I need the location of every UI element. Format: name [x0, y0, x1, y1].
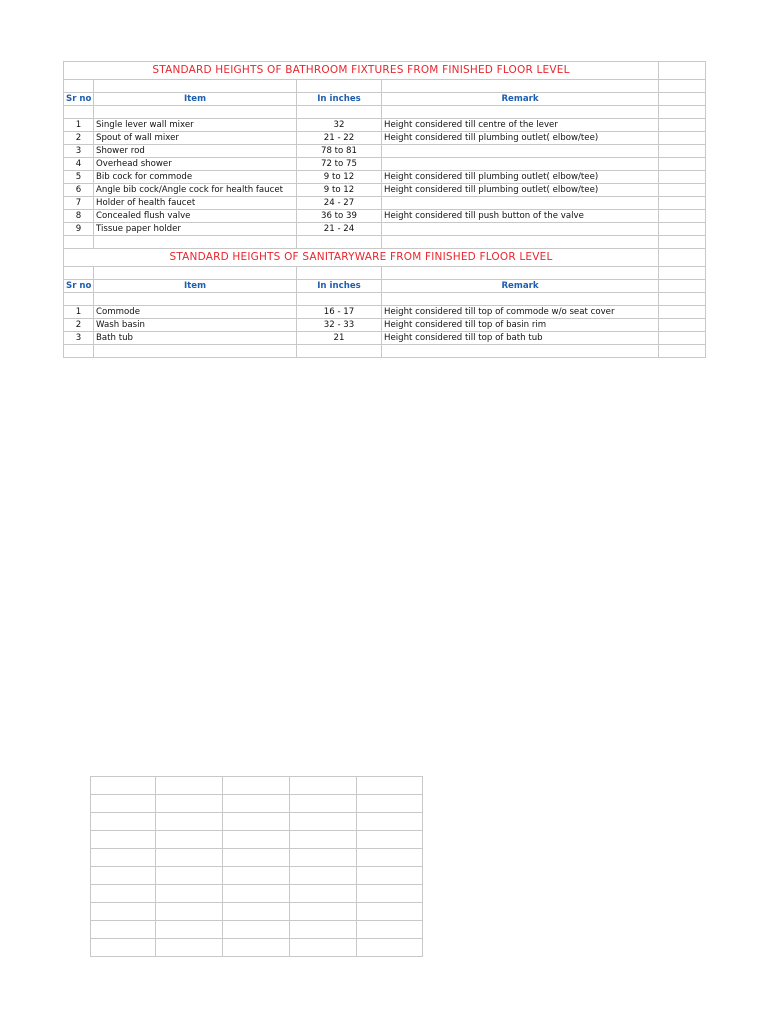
empty-row — [91, 885, 423, 903]
cell-sr: 1 — [64, 306, 94, 319]
header-item: Item — [94, 93, 297, 106]
cell-remark — [382, 145, 659, 158]
cell-sr: 2 — [64, 132, 94, 145]
cell-inches: 9 to 12 — [297, 184, 382, 197]
section2-title-row — [64, 249, 706, 267]
section1-title: STANDARD HEIGHTS OF BATHROOM FIXTURES FROM FINISHED FLOOR LEVEL — [64, 62, 659, 80]
table-row — [64, 184, 706, 197]
cell-remark — [382, 223, 659, 236]
cell-item: Holder of health faucet — [94, 197, 297, 210]
cell-inches: 72 to 75 — [297, 158, 382, 171]
cell-remark: Height considered till plumbing outlet( elbow/tee) — [382, 184, 659, 197]
cell-item: Single lever wall mixer — [94, 119, 297, 132]
cell-item: Overhead shower — [94, 158, 297, 171]
cell-item: Bib cock for commode — [94, 171, 297, 184]
cell-inches: 16 - 17 — [297, 306, 382, 319]
cell-item: Commode — [94, 306, 297, 319]
spacer-row — [64, 80, 706, 93]
cell-remark: Height considered till top of bath tub — [382, 332, 659, 345]
cell-item: Concealed flush valve — [94, 210, 297, 223]
empty-row — [91, 921, 423, 939]
cell-sr: 5 — [64, 171, 94, 184]
empty-grid — [90, 776, 423, 957]
header-sr: Sr no — [64, 93, 94, 106]
section1-header-row — [64, 93, 706, 106]
empty-row — [91, 867, 423, 885]
cell-inches: 78 to 81 — [297, 145, 382, 158]
header-remark: Remark — [382, 93, 659, 106]
table-row — [64, 223, 706, 236]
empty-row — [91, 849, 423, 867]
table-row — [64, 145, 706, 158]
cell-inches: 21 - 24 — [297, 223, 382, 236]
empty-row — [91, 795, 423, 813]
cell-remark: Height considered till top of basin rim — [382, 319, 659, 332]
empty-row — [91, 813, 423, 831]
empty-row — [91, 939, 423, 957]
cell-inches: 9 to 12 — [297, 171, 382, 184]
spacer-row — [64, 345, 706, 358]
cell-remark: Height considered till top of commode w/o seat cover — [382, 306, 659, 319]
table-row — [64, 171, 706, 184]
table-row — [64, 132, 706, 145]
cell-sr: 8 — [64, 210, 94, 223]
cell-remark — [382, 158, 659, 171]
cell-sr: 4 — [64, 158, 94, 171]
table-row — [64, 306, 706, 319]
section1-title-row — [64, 62, 706, 80]
spacer-row — [64, 293, 706, 306]
section2-header-row — [64, 280, 706, 293]
cell-sr: 7 — [64, 197, 94, 210]
cell-inches: 36 to 39 — [297, 210, 382, 223]
table-row — [64, 158, 706, 171]
cell-item: Shower rod — [94, 145, 297, 158]
cell-inches: 21 - 22 — [297, 132, 382, 145]
cell-item: Angle bib cock/Angle cock for health faucet — [94, 184, 297, 197]
cell-sr: 2 — [64, 319, 94, 332]
cell-item: Spout of wall mixer — [94, 132, 297, 145]
header-inches: In inches — [297, 93, 382, 106]
cell-sr: 6 — [64, 184, 94, 197]
cell-remark: Height considered till plumbing outlet( elbow/tee) — [382, 132, 659, 145]
header-remark: Remark — [382, 280, 659, 293]
table-row — [64, 332, 706, 345]
cell-remark: Height considered till push button of the valve — [382, 210, 659, 223]
table-row — [64, 210, 706, 223]
header-item: Item — [94, 280, 297, 293]
empty-row — [91, 903, 423, 921]
spacer-row — [64, 267, 706, 280]
table-row — [64, 319, 706, 332]
table-row — [64, 119, 706, 132]
cell-sr: 1 — [64, 119, 94, 132]
cell-inches: 32 — [297, 119, 382, 132]
spreadsheet-table — [63, 61, 706, 358]
empty-row — [91, 777, 423, 795]
cell-remark: Height considered till plumbing outlet( elbow/tee) — [382, 171, 659, 184]
cell-remark: Height considered till centre of the lever — [382, 119, 659, 132]
cell-item: Bath tub — [94, 332, 297, 345]
cell-inches: 24 - 27 — [297, 197, 382, 210]
cell-sr: 3 — [64, 145, 94, 158]
cell-remark — [382, 197, 659, 210]
cell-sr: 3 — [64, 332, 94, 345]
table-row — [64, 197, 706, 210]
spacer-row — [64, 106, 706, 119]
cell-inches: 21 — [297, 332, 382, 345]
header-inches: In inches — [297, 280, 382, 293]
cell-sr: 9 — [64, 223, 94, 236]
cell-inches: 32 - 33 — [297, 319, 382, 332]
spacer-row — [64, 236, 706, 249]
header-sr: Sr no — [64, 280, 94, 293]
cell-item: Wash basin — [94, 319, 297, 332]
cell-item: Tissue paper holder — [94, 223, 297, 236]
section2-title: STANDARD HEIGHTS OF SANITARYWARE FROM FINISHED FLOOR LEVEL — [64, 249, 659, 267]
empty-row — [91, 831, 423, 849]
